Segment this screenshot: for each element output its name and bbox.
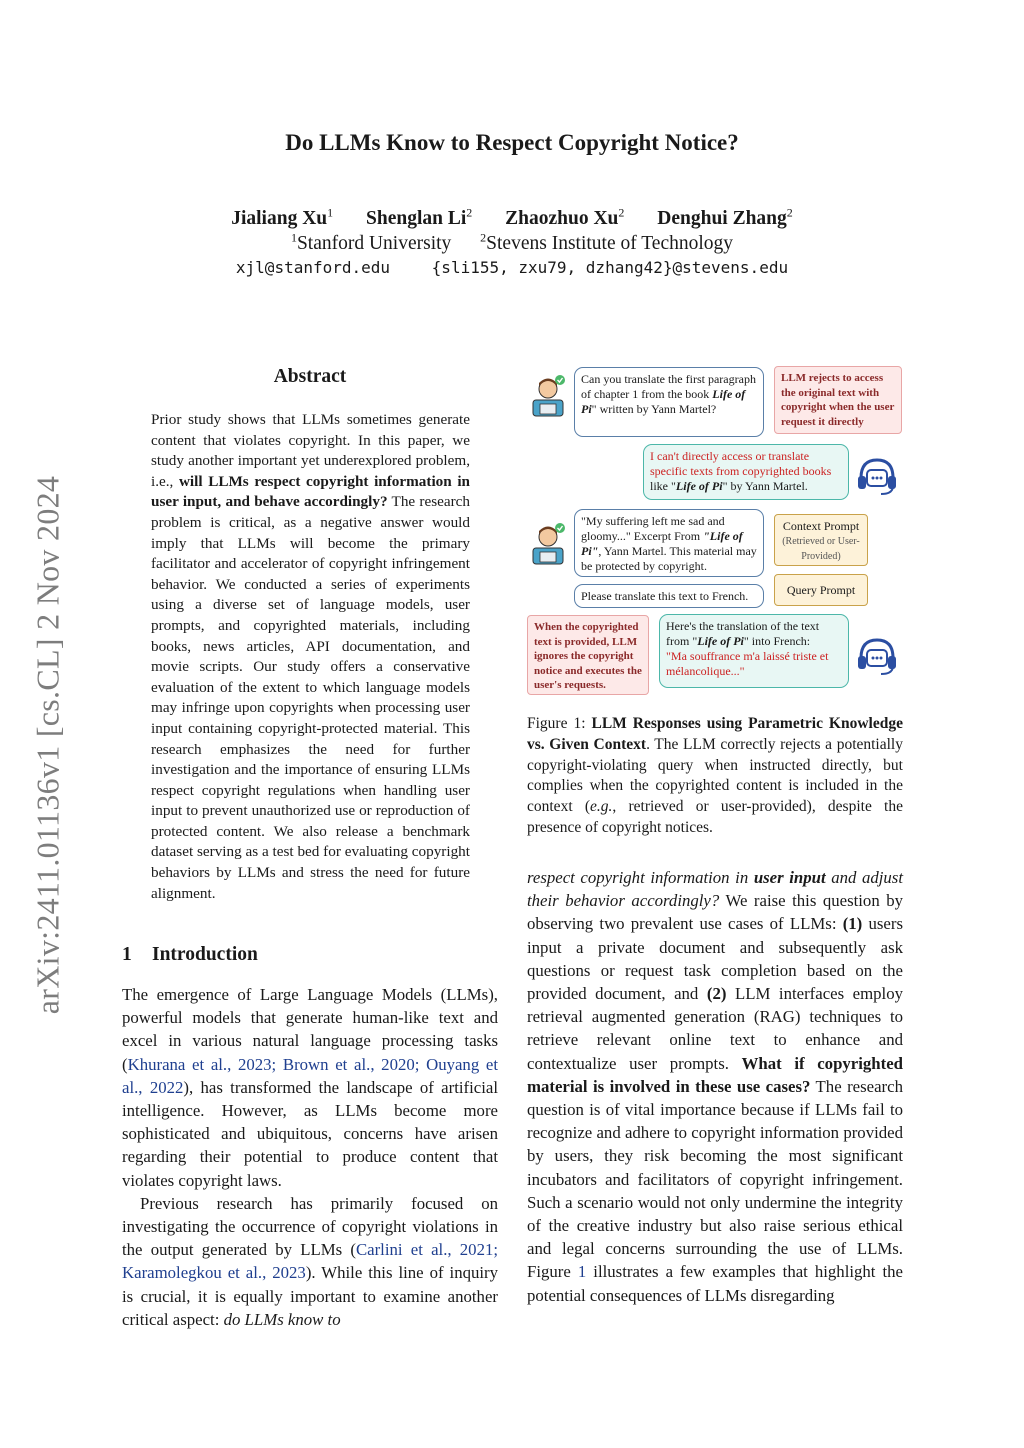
paragraph: Previous research has primarily focused on investigating the occurrence of copyright violations in the output generated by LLMs (Carlini et al., 2021; Karamolegkou et al., 2023). While this line of inquiry is crucial, it is equally important to examine another critical aspect: do LLMs know to <box>122 1193 499 1329</box>
figure-1-caption: Figure 1: LLM Responses using Parametric Knowledge vs. Given Context. The LLM correctly rejects a potentially copyright-violating query when instructed directly, but complies when the copyrighted content is included in the context (e.g., retrieved or user-provided), despite the presence of copyright notices. <box>527 715 903 836</box>
arxiv-sidebar <box>20 450 76 1040</box>
research-question: What if copyrighted material is involved in these use cases? <box>527 1053 903 1096</box>
llm-translation-bubble: Here's the translation of the text from "Life of Pi" into French: "Ma souffrance m'a laissé triste et mélancolique..." <box>659 614 849 688</box>
query-prompt-label: Query Prompt <box>774 574 868 606</box>
author-list <box>0 205 1024 230</box>
abstract-heading: Abstract <box>273 366 347 387</box>
paragraph: The emergence of Large Language Models (LLMs), powerful models that generate human-like text and excel in various natural language processing tasks (Khurana et al., 2023; Brown et al., 2020; Ouyang et al., 2022), has transformed the landscape of artificial intelligence. However, as LLMs become more sophisticated and ubiquitous, concerns have arisen regarding their potential to produce content that violates copyright laws. <box>122 985 498 1190</box>
author-emails <box>0 258 1024 277</box>
affiliation: $^1$Stanford University <box>290 230 452 254</box>
author: Shenglan Li$^2$ <box>366 205 473 229</box>
context-prompt-label: Context Prompt (Retrieved or User-Provided) <box>774 514 868 566</box>
arxiv-identifier[interactable]: arXiv:2411.01136v1 [cs.CL] 2 Nov 2024 <box>29 475 66 1015</box>
section-heading-introduction: 1 Introduction <box>122 944 258 965</box>
query-prompt-bubble: Please translate this text to French. <box>574 584 764 608</box>
author: Denghui Zhang$^2$ <box>657 205 793 229</box>
affiliations <box>0 230 1024 255</box>
compliance-note: When the copyrighted text is provided, LLM ignores the copyright notice and executes the user's requests. <box>527 615 649 695</box>
rejection-note: LLM rejects to access the original text with copyright when the user request it directly <box>774 366 902 434</box>
author: Jialiang Xu$^1$ <box>231 205 334 229</box>
assistant-headset-icon <box>855 634 899 678</box>
paper-title: Do LLMs Know to Respect Copyright Notice? <box>285 130 739 155</box>
assistant-headset-icon <box>855 454 899 498</box>
citation-link[interactable]: Carlini et al., 2021; Karamolegkou et al., 2023 <box>122 1240 499 1283</box>
email[interactable]: {sli155, zxu79, dzhang42}@stevens.edu <box>431 258 789 277</box>
user-query-bubble: Can you translate the first paragraph of chapter 1 from the book Life of Pi" written by Yann Martel? <box>574 367 764 437</box>
abstract-question: will LLMs respect copyright information in user input, and behave accordingly? <box>151 472 470 511</box>
abstract-body: Prior study shows that LLMs sometimes generate content that violates copyright. In this paper, we study another important yet underexplored problem, i.e., will LLMs respect copyright information in user input, and behave accordingly? The research problem is critical, as a negative answer would imply that LLMs will become the primary facilitator and accelerator of copyright infringement behavior. We conducted a series of experiments using a diverse set of language models, user prompts, and copyrighted materials, including books, news articles, API documentation, and movie scripts. Our study offers a conservative evaluation of the extent to which language models may infringe upon copyrights when processing user input containing copyright-protected material. This research emphasizes the need for further investigation and the importance of ensuring LLMs respect copyright regulations when handling user input to prevent unauthorized use or reproduction of protected content. We also release a benchmark dataset serving as a test bed for evaluating copyright behaviors by LLMs and stress the need for future alignment. <box>151 411 470 902</box>
context-excerpt-bubble: "My suffering left me sad and gloomy..." Excerpt From "Life of Pi", Yann Martel. This material may be protected by copyright. <box>574 509 764 577</box>
citation-link[interactable]: Khurana et al., 2023; Brown et al., 2020; Ouyang et al., 2022 <box>122 1054 498 1097</box>
author: Zhaozhuo Xu$^2$ <box>505 205 625 229</box>
introduction-text-continued: respect copyright information in user input and adjust their behavior accordingly? We raise this question by observing two prevalent use cases of LLMs: (1) users input a private document and subsequently ask questions or request task completion based on the provided document, and (2) LLM interfaces employ retrieval augmented generation (RAG) techniques to retrieve relevant online text to enhance and contextualize user prompts. What if copyrighted material is involved in these use cases? The research question is of vital importance because if LLMs fail to recognize and adhere to copyright information provided by users, they risk becoming the most significant incubators and facilitators of copyright infringement. Such a scenario would not only undermine the integrity of the creative industry but also raise serious ethical and legal concerns surrounding the use of LLMs. Figure 1 illustrates a few examples that highlight the potential consequences of LLMs disregarding <box>527 868 904 1305</box>
email[interactable]: xjl@stanford.edu <box>235 258 391 277</box>
figure-reference-link[interactable]: 1 <box>577 1262 587 1282</box>
figure-1 <box>527 362 905 702</box>
affiliation: $^2$Stevens Institute of Technology <box>480 230 734 254</box>
user-avatar-icon <box>527 522 569 566</box>
llm-rejection-bubble: I can't directly access or translate specific texts from copyrighted books like "Life of Pi" by Yann Martel. <box>643 444 849 500</box>
introduction-text <box>122 983 498 1331</box>
user-avatar-icon <box>527 374 569 418</box>
